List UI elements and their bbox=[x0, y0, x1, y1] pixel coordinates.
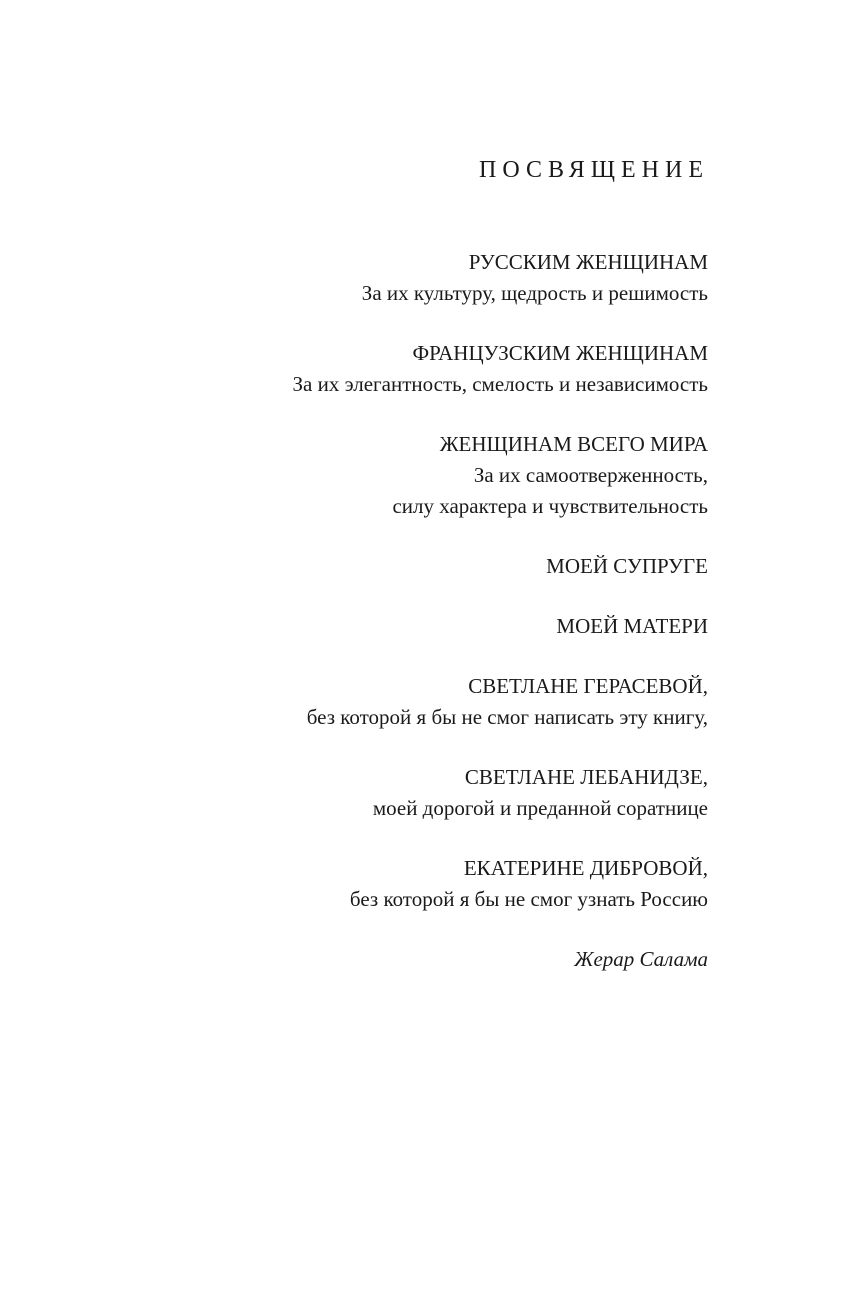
dedication-heading: МОЕЙ СУПРУГЕ bbox=[546, 554, 708, 578]
dedication-heading: ЕКАТЕРИНЕ ДИБРОВОЙ, bbox=[463, 856, 708, 880]
dedication-wife bbox=[68, 551, 708, 582]
dedication-heading: ФРАНЦУЗСКИМ ЖЕНЩИНАМ bbox=[412, 341, 708, 365]
signature-block bbox=[68, 944, 708, 975]
dedication-mother bbox=[68, 611, 708, 642]
dedication-svetlana-geraseva bbox=[68, 671, 708, 733]
dedication-heading: ЖЕНЩИНАМ ВСЕГО МИРА bbox=[439, 432, 708, 456]
page-title: ПОСВЯЩЕНИЕ bbox=[479, 157, 709, 183]
dedication-svetlana-lebanidze bbox=[68, 762, 708, 824]
dedication-ekaterina-dibrova bbox=[68, 853, 708, 915]
dedication-text: силу характера и чувствительность bbox=[392, 494, 708, 518]
dedication-text: без которой я бы не смог написать эту книгу, bbox=[306, 705, 708, 729]
dedication-women-of-world bbox=[68, 429, 708, 522]
dedication-heading: МОЕЙ МАТЕРИ bbox=[556, 614, 708, 638]
signature: Жерар Салама bbox=[574, 947, 708, 971]
dedication-text: За их самоотверженность, bbox=[473, 463, 708, 487]
dedication-heading: СВЕТЛАНЕ ГЕРАСЕВОЙ, bbox=[468, 674, 708, 698]
dedication-french-women bbox=[68, 338, 708, 400]
dedication-heading: СВЕТЛАНЕ ЛЕБАНИДЗЕ, bbox=[464, 765, 708, 789]
dedication-russian-women bbox=[68, 247, 708, 309]
dedication-text: без которой я бы не смог узнать Россию bbox=[349, 887, 708, 911]
dedication-heading: РУССКИМ ЖЕНЩИНАМ bbox=[468, 250, 708, 274]
dedication-text: За их элегантность, смелость и независимость bbox=[292, 372, 708, 396]
dedication-list bbox=[68, 247, 708, 1004]
dedication-text: За их культуру, щедрость и решимость bbox=[361, 281, 708, 305]
dedication-text: моей дорогой и преданной соратнице bbox=[372, 796, 708, 820]
